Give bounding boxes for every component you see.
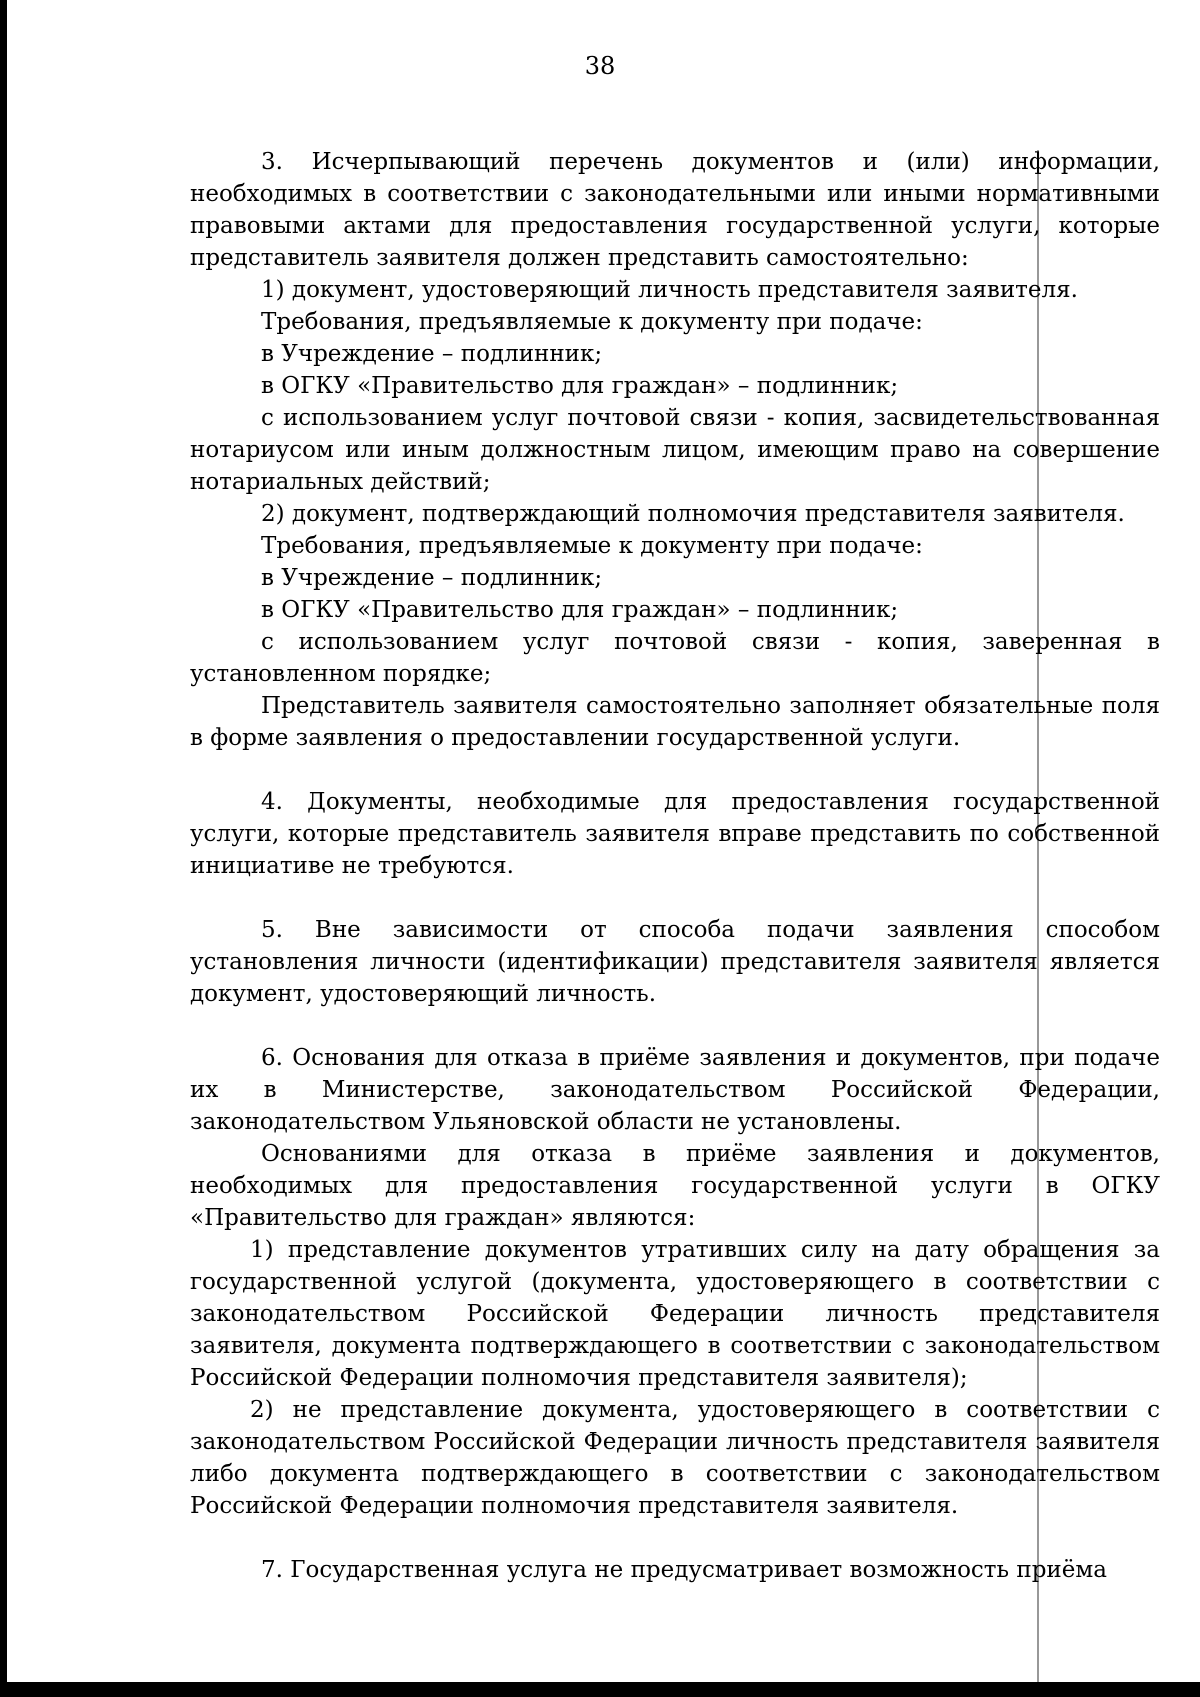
scan-left-border — [0, 0, 7, 1697]
form-filling-note: Представитель заявителя самостоятельно заполняет обязательные поля в форме заявления о предоставлении государственной услуги. — [190, 693, 1160, 751]
paragraph-6: 6. Основания для отказа в приёме заявления и документов, при подаче их в Министерстве, законодательством Российской Федерации, законодательством Ульяновской области не установлены. — [190, 1045, 1160, 1135]
requirement-postal: с использованием услуг почтовой связи - копия, заверенная в установленном порядке; — [190, 629, 1160, 687]
requirement-ogku: в ОГКУ «Правительство для граждан» – подлинник; — [261, 597, 899, 623]
paragraph-3-intro: 3. Исчерпывающий перечень документов и (или) информации, необходимых в соответствии с законодательными или иными нормативными правовыми актами для предоставления государственной услуги, которые представитель заявителя должен представить самостоятельно: — [190, 149, 1160, 271]
document-body — [190, 146, 1160, 1586]
refusal-ground-1: 1) представление документов утративших силу на дату обращения за государственной услугой (документа, удостоверяющего в соответствии с законодательством Российской Федерации личность представителя заявителя, документа подтверждающего в соответствии с законодательством Российской Федерации полномочия представителя заявителя); — [190, 1237, 1160, 1391]
requirement-ogku: в ОГКУ «Правительство для граждан» – подлинник; — [261, 373, 899, 399]
refusal-grounds-ogku: Основаниями для отказа в приёме заявления и документов, необходимых для предоставления государственной услуги в ОГКУ «Правительство для граждан» являются: — [190, 1141, 1160, 1231]
requirement-postal: с использованием услуг почтовой связи - копия, засвидетельствованная нотариусом или иным должностным лицом, имеющим право на совершение нотариальных действий; — [190, 405, 1160, 495]
paragraph-7: 7. Государственная услуга не предусматривает возможность приёма — [261, 1557, 1107, 1583]
requirements-heading: Требования, предъявляемые к документу при подаче: — [261, 309, 923, 335]
list-item-2: 2) документ, подтверждающий полномочия представителя заявителя. — [261, 501, 1125, 527]
paragraph-5: 5. Вне зависимости от способа подачи заявления способом установления личности (идентификации) представителя заявителя является документ, удостоверяющий личность. — [190, 917, 1160, 1007]
requirements-heading: Требования, предъявляемые к документу при подаче: — [261, 533, 923, 559]
refusal-ground-2: 2) не представление документа, удостоверяющего в соответствии с законодательством Российской Федерации личность представителя заявителя либо документа подтверждающего в соответствии с законодательством Российской Федерации полномочия представителя заявителя. — [190, 1397, 1160, 1519]
list-item-1: 1) документ, удостоверяющий личность представителя заявителя. — [261, 277, 1078, 303]
requirement-institution: в Учреждение – подлинник; — [261, 341, 603, 367]
page-number: 38 — [584, 52, 616, 80]
requirement-institution: в Учреждение – подлинник; — [261, 565, 603, 591]
scan-bottom-border — [0, 1682, 1200, 1697]
paragraph-4: 4. Документы, необходимые для предоставления государственной услуги, которые представитель заявителя вправе представить по собственной инициативе не требуются. — [190, 789, 1160, 879]
